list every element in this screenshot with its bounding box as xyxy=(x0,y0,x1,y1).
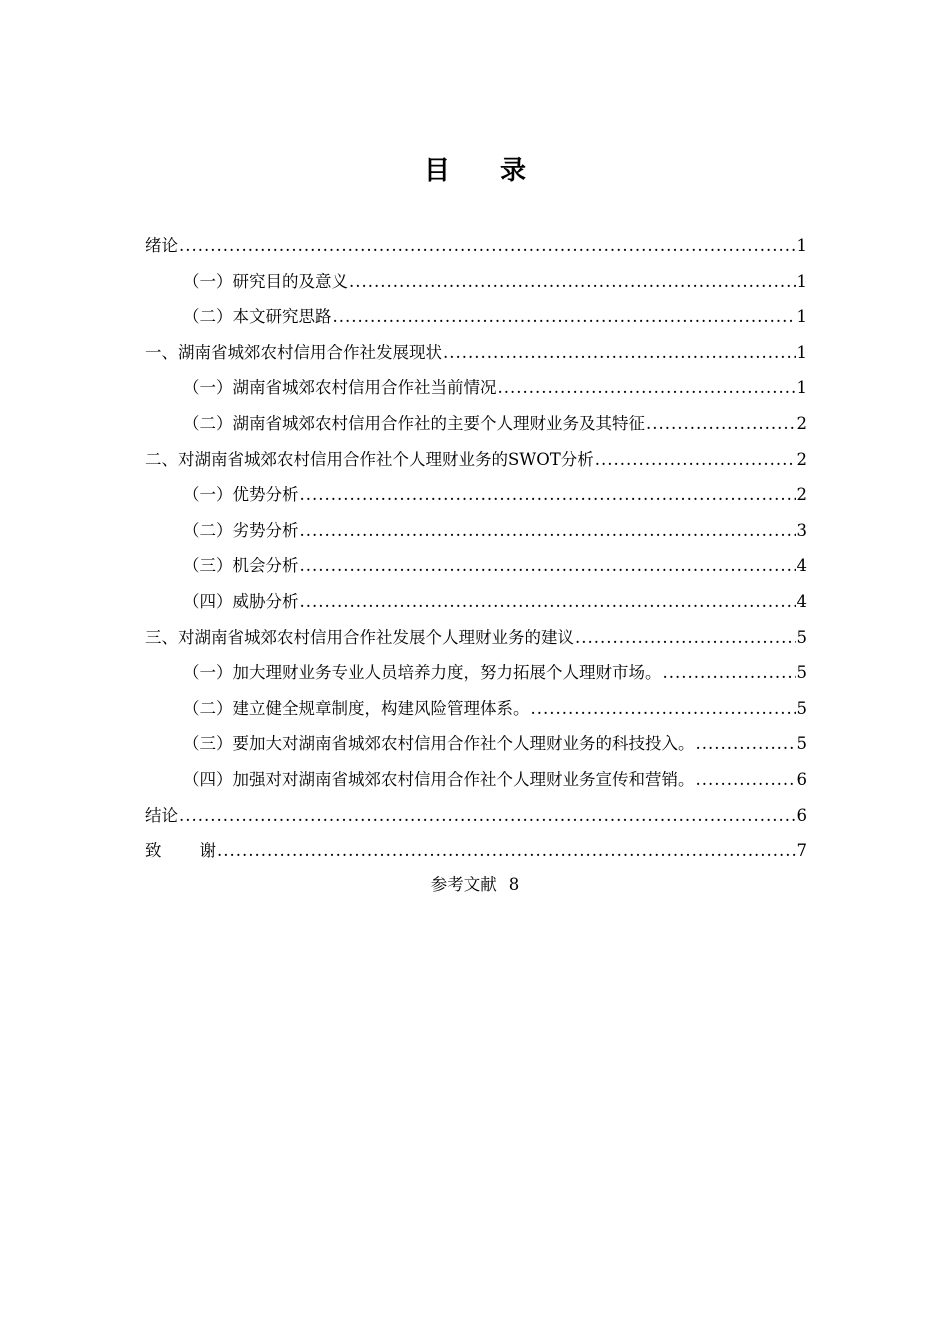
toc-entry-text xyxy=(145,833,216,869)
toc-entry[interactable] xyxy=(145,548,807,584)
dot-leader xyxy=(300,513,796,549)
toc-entry-page-number: 2 xyxy=(796,413,807,433)
dot-leader xyxy=(300,477,796,513)
dot-leader xyxy=(300,584,796,620)
toc-entry-text: （二）建立健全规章制度，构建风险管理体系。 xyxy=(183,698,530,718)
toc-entry-page-number: 4 xyxy=(796,591,807,611)
toc-entry-text: （四）威胁分析 xyxy=(183,591,299,611)
dot-leader xyxy=(333,299,796,335)
toc-entry[interactable] xyxy=(145,477,807,513)
toc-entry[interactable] xyxy=(145,798,807,834)
dot-leader xyxy=(300,548,796,584)
toc-entry-text: （三）要加大对湖南省城郊农村信用合作社个人理财业务的科技投入。 xyxy=(183,734,695,754)
toc-entry[interactable] xyxy=(145,228,807,264)
toc-entry-references[interactable] xyxy=(0,870,950,900)
toc-entry-text: 一、湖南省城郊农村信用合作社发展现状 xyxy=(145,342,442,362)
toc-entry[interactable] xyxy=(145,442,807,478)
toc-entry-thanks[interactable] xyxy=(145,833,807,869)
toc-entry-page-number: 2 xyxy=(796,449,807,469)
toc-entry[interactable] xyxy=(145,762,807,798)
dot-leader xyxy=(696,762,796,798)
toc-entry[interactable] xyxy=(145,726,807,762)
toc-entry-text: （二）湖南省城郊农村信用合作社的主要个人理财业务及其特征 xyxy=(183,413,645,433)
toc-entry-page-number: 7 xyxy=(796,841,807,861)
dot-leader xyxy=(179,228,796,264)
dot-leader xyxy=(349,264,796,300)
toc-entry-text: （三）机会分析 xyxy=(183,556,299,576)
toc-entry-page-number: 5 xyxy=(796,663,807,683)
toc-entry-page-number: 1 xyxy=(796,271,807,291)
toc-entry[interactable] xyxy=(145,370,807,406)
toc-entry-text: （一）研究目的及意义 xyxy=(183,271,348,291)
references-page-number: 8 xyxy=(508,875,520,894)
toc-entry[interactable] xyxy=(145,513,807,549)
toc-entry-text: 二、对湖南省城郊农村信用合作社个人理财业务的SWOT分析 xyxy=(145,449,594,469)
dot-leader xyxy=(217,833,796,869)
dot-leader xyxy=(531,691,796,727)
toc-entry-text: 结论 xyxy=(145,805,178,825)
toc-entry-page-number: 1 xyxy=(796,342,807,362)
toc-entry-text: （四）加强对对湖南省城郊农村信用合作社个人理财业务宣传和营销。 xyxy=(183,769,695,789)
toc-entry-page-number: 6 xyxy=(796,805,807,825)
toc-entry-text: （一）加大理财业务专业人员培养力度，努力拓展个人理财市场。 xyxy=(183,663,662,683)
toc-entry-text: （二）本文研究思路 xyxy=(183,307,332,327)
toc-entry-page-number: 2 xyxy=(796,485,807,505)
toc-entry-text: 三、对湖南省城郊农村信用合作社发展个人理财业务的建议 xyxy=(145,627,574,647)
toc-entry[interactable] xyxy=(145,620,807,656)
toc-entry-page-number: 1 xyxy=(796,378,807,398)
toc-entry-text: （一）优势分析 xyxy=(183,485,299,505)
toc-entry-page-number: 5 xyxy=(796,698,807,718)
table-of-contents xyxy=(145,228,807,869)
toc-title-char-2: 录 xyxy=(500,156,527,186)
dot-leader xyxy=(498,370,796,406)
toc-entry-text: 绪论 xyxy=(145,236,178,255)
dot-leader xyxy=(575,620,796,656)
toc-entry-page-number: 3 xyxy=(796,520,807,540)
toc-title xyxy=(0,150,950,187)
thanks-char-1: 致 xyxy=(145,841,162,861)
toc-entries xyxy=(145,228,807,833)
dot-leader xyxy=(443,335,796,371)
toc-entry-page-number: 5 xyxy=(796,627,807,647)
dot-leader xyxy=(663,655,796,691)
dot-leader xyxy=(646,406,796,442)
toc-entry[interactable] xyxy=(145,691,807,727)
toc-entry[interactable] xyxy=(145,264,807,300)
toc-entry-page-number: 1 xyxy=(796,307,807,327)
dot-leader xyxy=(696,726,796,762)
toc-entry[interactable] xyxy=(145,299,807,335)
toc-entry-page-number: 6 xyxy=(796,769,807,789)
dot-leader xyxy=(179,798,796,834)
toc-entry[interactable] xyxy=(145,584,807,620)
thanks-char-2: 谢 xyxy=(199,841,216,861)
dot-leader xyxy=(595,442,796,478)
toc-entry-page-number: 4 xyxy=(796,556,807,576)
toc-entry[interactable] xyxy=(145,335,807,371)
toc-entry-page-number: 5 xyxy=(796,734,807,754)
toc-entry-text: （一）湖南省城郊农村信用合作社当前情况 xyxy=(183,378,497,398)
toc-entry-page-number: 1 xyxy=(796,236,807,255)
toc-entry[interactable] xyxy=(145,655,807,691)
references-label: 参考文献 xyxy=(430,875,497,894)
toc-entry-text: （二）劣势分析 xyxy=(183,520,299,540)
toc-entry[interactable] xyxy=(145,406,807,442)
toc-title-char-1: 目 xyxy=(423,156,450,186)
